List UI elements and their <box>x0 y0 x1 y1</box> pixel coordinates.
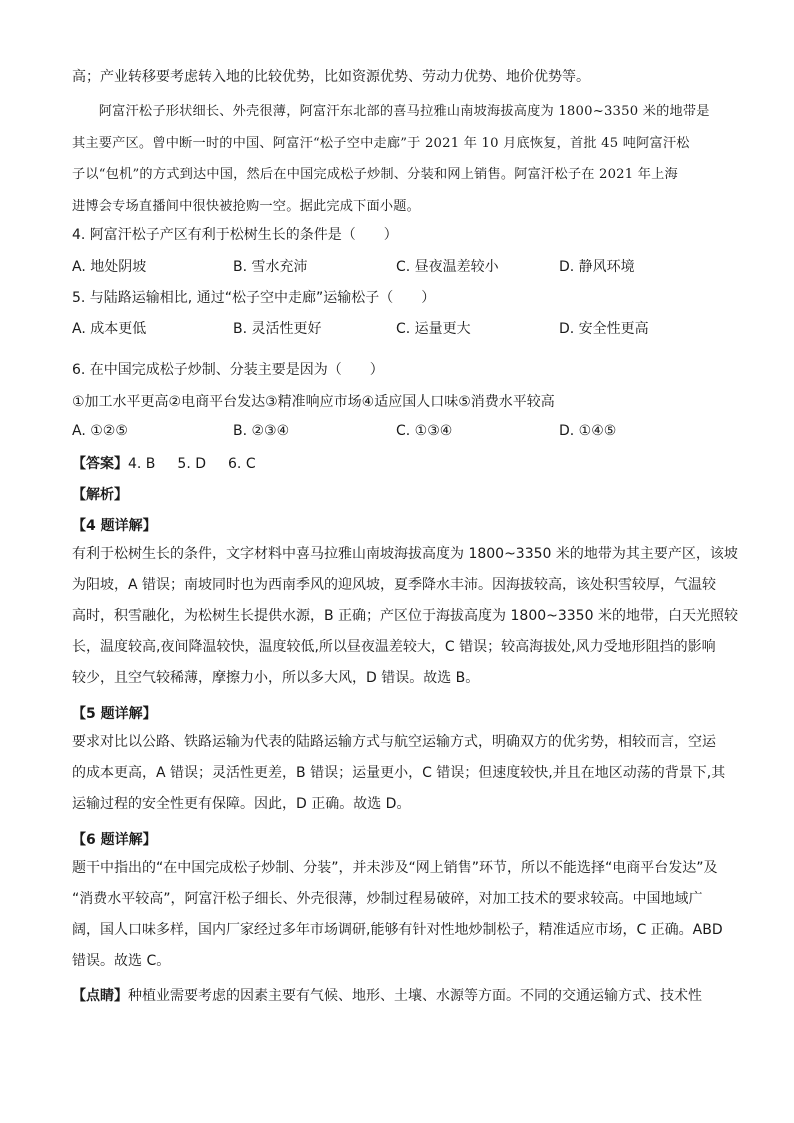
option-d: D. 静风环境 <box>559 259 635 275</box>
passage-line: 阿富汗松子形状细长、外壳很薄，阿富汗东北部的喜马拉雅山南坡海拔高度为 1800~3350 米的地带是 <box>72 104 710 119</box>
option-c: C. 昼夜温差较小 <box>396 259 499 275</box>
option-c: C. 运量更大 <box>396 321 471 337</box>
analysis-heading: 【解析】 <box>72 487 128 503</box>
passage-line: 其主要产区。曾中断一时的中国、阿富汗“松子空中走廊”于 2021 年 10 月底恢复，首批 45 吨阿富汗松 <box>72 135 690 151</box>
body-line: 题干中指出的“在中国完成松子炒制、分装”，并未涉及“网上销售”环节，所以不能选择“电商平台发达”及 <box>72 860 718 876</box>
body-line: 有利于松树生长的条件，文字材料中喜马拉雅山南坡海拔高度为 1800~3350 米的地带为其主要产区，该坡 <box>72 546 738 562</box>
question-6-stem: 6. 在中国完成松子炒制、分装主要是因为（ ） <box>72 362 384 378</box>
detail-5-body <box>72 727 726 820</box>
option-b: B. 雪水充沛 <box>233 259 308 275</box>
question-4-stem: 4. 阿富汗松子产区有利于松树生长的条件是（ ） <box>72 227 398 243</box>
body-line: 错误。故选 C。 <box>72 953 171 969</box>
option-a: A. 成本更低 <box>72 321 147 337</box>
body-line: 运输过程的安全性更有保障。因此，D 正确。故选 D。 <box>72 796 411 812</box>
option-a: A. ①②⑤ <box>72 423 128 439</box>
body-line: 要求对比以公路、铁路运输为代表的陆路运输方式与航空运输方式，明确双方的优劣势，相较而言，空运 <box>72 734 716 750</box>
detail-6-body <box>72 853 722 977</box>
question-5-stem: 5. 与陆路运输相比, 通过“松子空中走廊”运输松子（ ） <box>72 290 436 306</box>
body-line: 阔，国人口味多样，国内厂家经过多年市场调研,能够有针对性地炒制松子，精准适应市场，C 正确。ABD <box>72 922 723 938</box>
answer-5: 5. D <box>177 456 207 472</box>
answer-line <box>72 453 256 473</box>
question-6-options <box>72 423 722 449</box>
body-line: 高时，积雪融化，为松树生长提供水源，B 正确；产区位于海拔高度为 1800~3350 米的地带，白天光照较 <box>72 608 738 624</box>
question-4-options <box>72 256 722 282</box>
body-line: 长，温度较高,夜间降温较快，温度较低,所以昼夜温差较大，C 错误；较高海拔处,风力受地形阻挡的影响 <box>72 639 716 655</box>
answer-4: 4. B <box>128 456 156 472</box>
question-6-choices: ①加工水平更高②电商平台发达③精准响应市场④适应国人口味⑤消费水平较高 <box>72 394 555 410</box>
answer-tag: 【答案】 <box>72 456 128 472</box>
option-b: B. ②③④ <box>233 423 290 439</box>
option-d: D. 安全性更高 <box>559 321 649 337</box>
reading-passage <box>72 96 722 222</box>
detail-5-heading: 【5 题详解】 <box>72 706 157 722</box>
continuation-line: 高；产业转移要考虑转入地的比较优势，比如资源优势、劳动力优势、地价优势等。 <box>72 69 590 85</box>
option-b: B. 灵活性更好 <box>233 321 322 337</box>
option-c: C. ①③④ <box>396 423 453 439</box>
body-line: 的成本更高，A 错误；灵活性更差，B 错误；运量更小，C 错误；但速度较快,并且在地区动荡的背景下,其 <box>72 765 726 781</box>
option-a: A. 地处阴坡 <box>72 259 147 275</box>
body-line: “消费水平较高”，阿富汗松子细长、外壳很薄，炒制过程易破碎，对加工技术的要求较高。中国地域广 <box>72 891 703 907</box>
body-line: 较少，且空气较稀薄，摩擦力小，所以多大风，D 错误。故选 B。 <box>72 670 480 686</box>
detail-4-heading: 【4 题详解】 <box>72 518 157 534</box>
body-line: 为阳坡，A 错误；南坡同时也为西南季风的迎风坡，夏季降水丰沛。因海拔较高，该处积雪较厚，气温较 <box>72 577 717 593</box>
tip-line <box>72 985 702 1005</box>
passage-line: 进博会专场直播间中很快被抢购一空。据此完成下面小题。 <box>72 198 421 214</box>
detail-4-body <box>72 539 738 694</box>
passage-line: 子以“包机”的方式到达中国，然后在中国完成松子炒制、分装和网上销售。阿富汗松子在 2021 年上海 <box>72 167 678 182</box>
answer-6: 6. C <box>228 456 256 472</box>
option-d: D. ①④⑤ <box>559 423 617 439</box>
detail-6-heading: 【6 题详解】 <box>72 832 157 848</box>
question-5-options <box>72 318 722 344</box>
tip-tag: 【点睛】 <box>72 988 128 1004</box>
tip-text: 种植业需要考虑的因素主要有气候、地形、土壤、水源等方面。不同的交通运输方式、技术性 <box>128 988 702 1004</box>
